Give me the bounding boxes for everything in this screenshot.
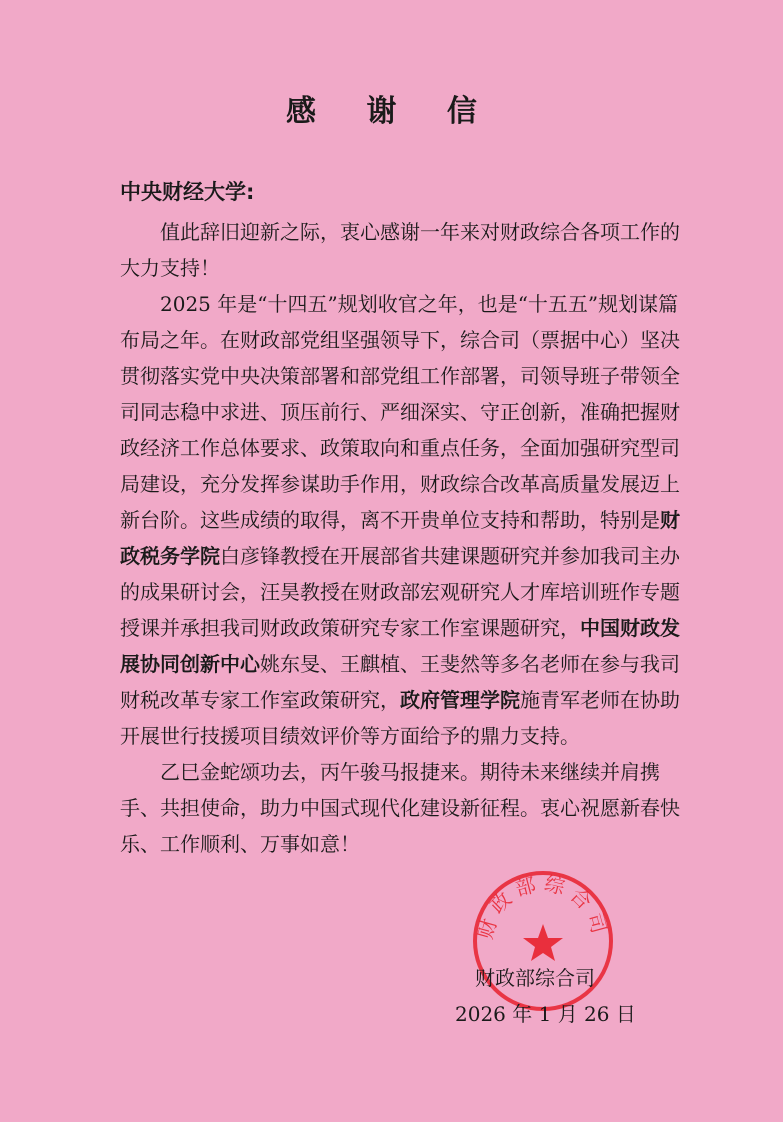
signature-date: 2026 年 1 月 26 日: [455, 1002, 636, 1026]
paragraph-3: 乙巳金蛇颂功去，丙午骏马报捷来。期待未来继续并肩携手、共担使命，助力中国式现代化建设新征程。衷心祝愿新春快乐、工作顺利、万事如意！: [120, 760, 680, 856]
paragraph-2-text-d: 施青军老师在协助开展世行技援项目绩效评价等方面给予的鼎力支持。: [120, 688, 680, 748]
signature-block: [455, 960, 665, 1032]
paragraph-2: [120, 286, 680, 754]
star-icon: [523, 924, 563, 961]
org-name-highlight: 中国财政发展协同创新中心: [120, 616, 680, 676]
paragraph-2-text-b: 白彦锋教授在开展部省共建课题研究并参加我司主办的成果研讨会，汪昊教授在财政部宏观研究人才库培训班作专题授课并承担我司财政政策研究专家工作室课题研究，: [120, 544, 680, 640]
org-name-highlight: 财政税务学院: [120, 508, 680, 568]
org-name-highlight: 政府管理学院: [400, 688, 520, 712]
letter-title: 感 谢 信: [286, 94, 497, 129]
salutation: 中央财经大学:: [120, 180, 255, 204]
seal-text: 财政部综合司: [473, 870, 613, 942]
paragraph-2-text-a: 2025 年是“十四五”规划收官之年，也是“十五五”规划谋篇布局之年。在财政部党组坚强领导下，综合司（票据中心）坚决贯彻落实党中央决策部署和部党组工作部署，司领导班子带领全司同志稳中求进、顶压前行、严细深实、守正创新，准确把握财政经济工作总体要求、政策取向和重点任务，全面加强研究型司局建设，充分发挥参谋助手作用，财政综合改革高质量发展迈上新台阶。这些成绩的取得，离不开贵单位支持和帮助，特别是: [120, 292, 680, 532]
letter-body: [120, 214, 680, 862]
paragraph-2-text-c: 姚东旻、王麒植、王斐然等多名老师在参与我司财税改革专家工作室政策研究，: [120, 652, 680, 712]
paragraph-1: 值此辞旧迎新之际，衷心感谢一年来对财政综合各项工作的大力支持！: [120, 220, 680, 280]
signature-org: 财政部综合司: [475, 966, 595, 990]
